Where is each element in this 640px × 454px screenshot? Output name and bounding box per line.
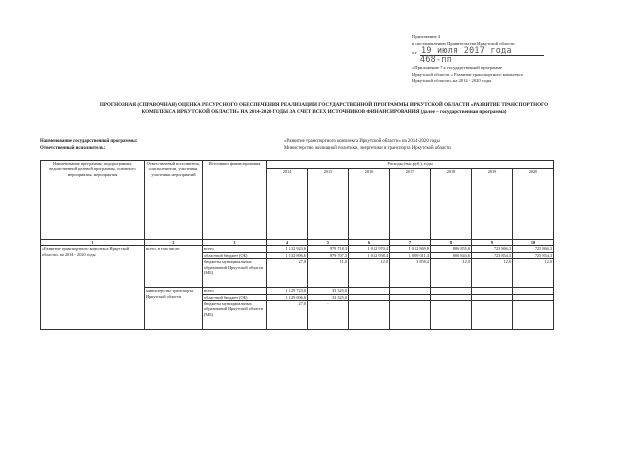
source-cell: бюджеты муниципальных образований Иркутской области (МБ) [203,301,267,330]
value-cell: 33 325,0 [308,294,349,300]
date-prefix: от [412,50,417,56]
program-label: Наименование государственной программы: [40,139,138,144]
source-cell: всего [203,288,267,294]
program-value: «Развитие транспортного комплекса Иркутской области» на 2014-2020 годы [284,139,440,144]
value-cell: 1 129 696,6 [267,294,308,300]
appendix-line2: к постановлению Правительства Иркутской области [412,40,515,46]
value-cell: - [308,301,349,330]
resource-table [40,160,554,330]
col-num-10: 10 [513,240,554,246]
source-cell: бюджеты муниципальных образований Иркутской области (МБ) [203,259,267,288]
value-cell [513,301,554,330]
value-cell: 12,0 [513,259,554,288]
value-cell: 1 009 011,4 [390,252,431,258]
value-cell: 1 132 896,6 [267,252,308,258]
year-2018: 2018 [431,169,472,240]
handwritten-date: 19 июля 2017 года [421,45,512,56]
value-cell [349,301,390,330]
value-cell: 725 866,3 [513,246,554,252]
title-line1: ПРОГНОЗНАЯ (СПРАВОЧНАЯ) ОЦЕНКА РЕСУРСНОГО ОБЕСПЕЧЕНИЯ РЕАЛИЗАЦИИ ГОСУДАРСТВЕННОЙ ПРОГРАММЫ ИРКУТСКОЙ ОБЛАСТИ «РАЗВИТИЕ ТРАНСПОРТНОГО [99,102,549,108]
value-cell: 725 854,3 [513,252,554,258]
col-num-4: 4 [267,240,308,246]
executor-value: Министерство жилищной политики, энергетики и транспорта Иркутской области [284,146,451,151]
value-cell: 1 012 970,4 [349,246,390,252]
value-cell: 806 843,6 [431,252,472,258]
appendix-block [412,34,612,85]
value-cell: 723 866,3 [472,246,513,252]
value-cell: 11,0 [308,259,349,288]
value-cell: 979 718,3 [308,246,349,252]
value-cell: 723 854,3 [472,252,513,258]
handwritten-number: 468-пп [420,54,453,65]
source-cell: всего [203,246,267,252]
header-executor: Ответственный исполнитель, соисполнители, участники, участники мероприятий [145,161,203,240]
header-name: Наименование программы, подпрограммы, ведомственной целевой программы, основного мероприятия, мероприятия [41,161,145,240]
value-cell: 1 132 923,6 [267,246,308,252]
year-2014: 2014 [267,169,308,240]
value-cell: 979 707,3 [308,252,349,258]
value-cell: 1 129 723,6 [267,288,308,294]
col-num-7: 7 [390,240,431,246]
header-source: Источники финансирования [203,161,267,240]
value-cell: 12,0 [472,259,513,288]
year-2017: 2017 [390,169,431,240]
appendix-line1: Приложение 4 [412,34,441,39]
document-title [28,102,620,117]
header-expenses: Расходы (тыс.руб.), годы [267,161,554,169]
executor-ministry-cell: министерство транспорта Иркутской области [145,288,203,330]
col-num-5: 5 [308,240,349,246]
program-name-cell: «Развитие транспортного комплекса Иркутской области» на 2014 - 2020 годы [41,246,145,330]
year-2015: 2015 [308,169,349,240]
value-cell: 27,0 [267,301,308,330]
value-cell: 12,0 [349,259,390,288]
col-num-2: 2 [145,240,203,246]
value-cell: 1 012 869,8 [390,246,431,252]
col-num-8: 8 [431,240,472,246]
value-cell: 33 325,0 [308,288,349,294]
title-line2: КОМПЛЕКСА ИРКУТСКОЙ ОБЛАСТИ» НА 2014-2020 ГОДЫ ЗА СЧЕТ ВСЕХ ИСТОЧНИКОВ ФИНАНСИРОВАНИЯ (далее – государственная программа) [141,109,507,116]
col-num-9: 9 [472,240,513,246]
value-cell [390,301,431,330]
executor-total-cell: всего, в том числе: [145,246,203,288]
value-cell: 806 855,6 [431,246,472,252]
col-num-6: 6 [349,240,390,246]
col-num-3: 3 [203,240,267,246]
value-cell: 12,0 [431,259,472,288]
appendix-line6: Иркутской области « Развитие транспортного комплекса [412,71,523,77]
value-cell: 1 012 958,4 [349,252,390,258]
executor-label: Ответственный исполнитель: [40,146,106,151]
year-2016: 2016 [349,169,390,240]
year-2019: 2019 [472,169,513,240]
source-cell: областной бюджет (ОБ) [203,294,267,300]
col-num-1: 1 [41,240,145,246]
header-row-1 [41,161,554,169]
appendix-number-row [412,56,612,65]
year-2020: 2020 [513,169,554,240]
value-cell [431,301,472,330]
value-cell: 27,0 [267,259,308,288]
value-cell: 3 858,4 [390,259,431,288]
source-cell: областной бюджет (ОБ) [203,252,267,258]
appendix-line5: «Приложение 7 к государственной программе [412,65,502,71]
value-cell [472,301,513,330]
appendix-line7: Иркутской области» на 2014 - 2020 годы [412,78,492,84]
